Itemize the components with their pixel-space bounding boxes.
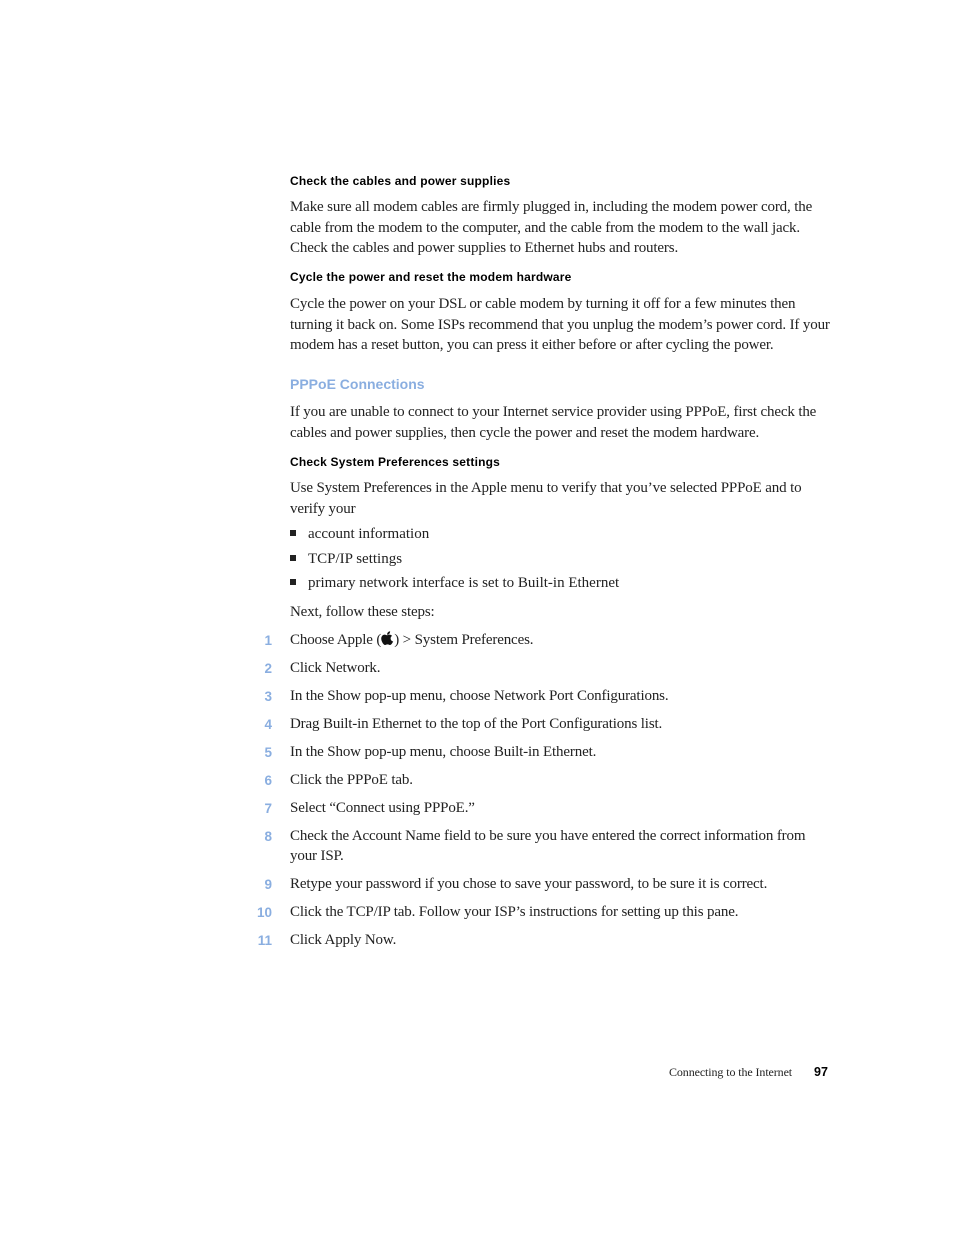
step-number: 2 — [264, 661, 272, 676]
subheading-check-prefs: Check System Preferences settings — [290, 455, 501, 469]
step-number: 7 — [264, 801, 272, 816]
step-text: Click the PPPoE tab. — [290, 772, 413, 788]
page-number: 97 — [814, 1065, 828, 1079]
step-text: Click Apply Now. — [290, 932, 397, 948]
bullet-item — [290, 524, 429, 544]
step-item — [240, 658, 840, 678]
step-number: 8 — [264, 829, 272, 844]
paragraph-check-cables: Make sure all modem cables are firmly plugged in, including the modem power cord, the cable from the modem to the computer, and the cable from the modem to the wall jack. Check the cables and power supplies to Ethernet hubs and routers. — [290, 199, 813, 256]
step-text: In the Show pop-up menu, choose Network Port Configurations. — [290, 688, 669, 704]
bullet-item — [290, 573, 619, 593]
step-item — [240, 826, 840, 866]
paragraph-cycle-power: Cycle the power on your DSL or cable modem by turning it off for a few minutes then turning it back on. Some ISPs recommend that you unplug the modem’s power cord. If your modem has a reset button, you can press it either before or after cycling the power. — [290, 296, 830, 353]
section-heading-pppoe: PPPoE Connections — [290, 376, 425, 392]
step-number: 3 — [264, 689, 272, 704]
step-item — [240, 930, 840, 950]
step-item — [240, 874, 840, 894]
step-number: 10 — [256, 905, 272, 920]
paragraph-next-steps: Next, follow these steps: — [290, 604, 435, 620]
bullet-text: primary network interface is set to Built-in Ethernet — [308, 575, 620, 591]
bullet-square-icon — [290, 530, 296, 536]
step-number: 4 — [264, 717, 272, 732]
step-item — [240, 742, 840, 762]
bullet-square-icon — [290, 579, 296, 585]
subheading-cycle-power: Cycle the power and reset the modem hardware — [290, 270, 572, 284]
step-number: 11 — [257, 933, 272, 948]
step-number: 9 — [264, 877, 272, 892]
step-item — [240, 902, 840, 922]
step-item — [240, 714, 840, 734]
paragraph-check-prefs: Use System Preferences in the Apple menu to verify that you’ve selected PPPoE and to verify your — [290, 480, 802, 517]
bullet-text: TCP/IP settings — [308, 551, 403, 567]
bullet-text: account information — [308, 526, 430, 542]
step-number: 5 — [264, 745, 272, 760]
bullet-square-icon — [290, 555, 296, 561]
step-item — [240, 686, 840, 706]
step-text-before: Choose Apple ( — [290, 632, 382, 648]
step-text — [290, 630, 820, 650]
bullet-item — [290, 549, 402, 569]
step-text: Select “Connect using PPPoE.” — [290, 800, 475, 816]
footer-chapter-title: Connecting to the Internet — [669, 1065, 793, 1079]
step-text: Click the TCP/IP tab. Follow your ISP’s instructions for setting up this pane. — [290, 904, 739, 920]
step-item — [240, 798, 840, 818]
paragraph-pppoe-intro: If you are unable to connect to your Internet service provider using PPPoE, first check the cables and power supplies, then cycle the power and reset the modem hardware. — [290, 404, 817, 441]
step-item — [240, 770, 840, 790]
step-number: 1 — [264, 633, 272, 648]
step-text: Drag Built-in Ethernet to the top of the Port Configurations list. — [290, 716, 663, 732]
step-text-after: ) > System Preferences. — [394, 632, 534, 648]
step-text: Click Network. — [290, 660, 381, 676]
step-item — [240, 630, 840, 650]
step-text: Retype your password if you chose to save your password, to be sure it is correct. — [290, 876, 768, 892]
step-text: In the Show pop-up menu, choose Built-in Ethernet. — [290, 744, 597, 760]
subheading-check-cables: Check the cables and power supplies — [290, 174, 511, 188]
apple-logo-icon — [381, 631, 394, 645]
step-number: 6 — [264, 773, 272, 788]
step-text: Check the Account Name field to be sure you have entered the correct information from your ISP. — [290, 828, 806, 864]
